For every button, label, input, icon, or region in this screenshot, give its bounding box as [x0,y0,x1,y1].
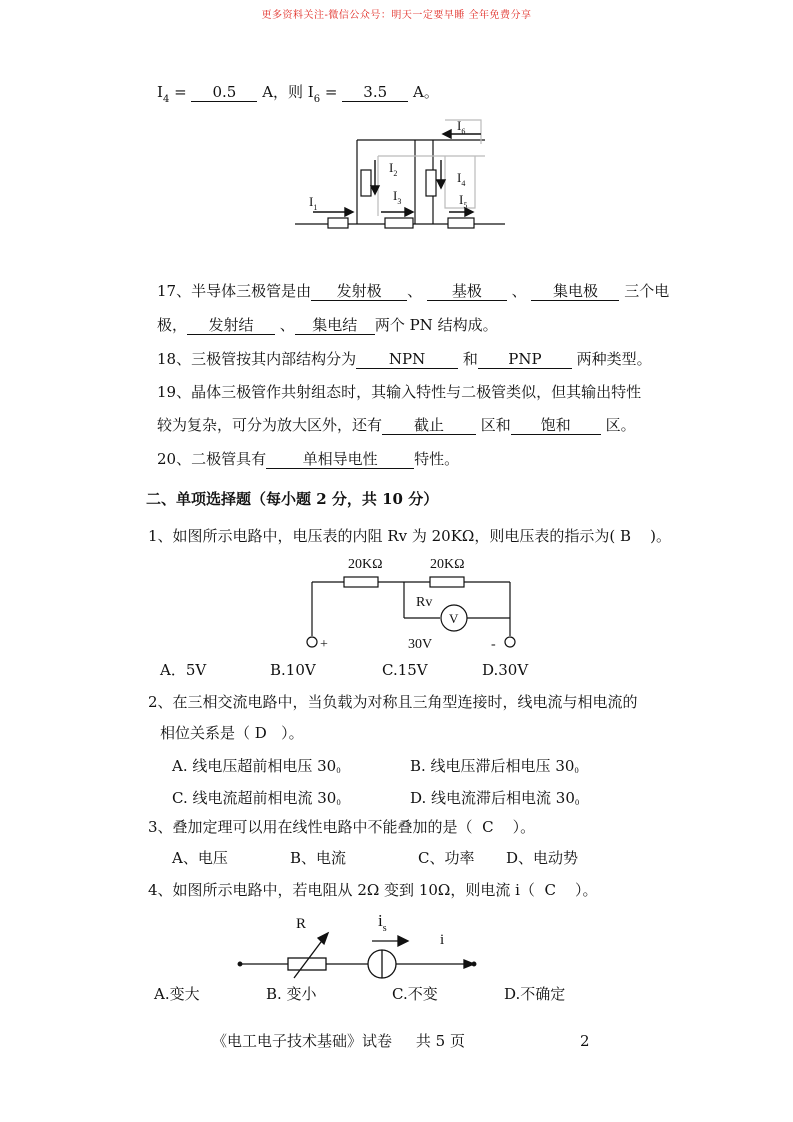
fig-minus: - [491,637,496,652]
mc2-answer: D [254,724,267,742]
mc1-option-b: B.10V [270,661,316,679]
i6-sub: 6 [313,94,321,105]
mc4-option-a: A.变大 [154,985,200,1003]
q18-answer1: NPN [356,350,458,369]
fig-i6: I [457,118,462,133]
q17-answer2: 基极 [427,282,507,301]
q17-sep1: 、 [407,282,423,300]
fig-r-label: R [296,916,307,932]
q20-prefix: 20、二极管具有 [157,450,267,468]
mc3-stem-text: 3、叠加定理可以用在线性电路中不能叠加的是（ [148,818,473,836]
i4-sub: 4 [162,94,170,105]
q20-answer: 单相导电性 [266,450,414,469]
q18-prefix: 18、三极管按其内部结构分为 [157,350,357,368]
mc4-option-c: C.不变 [392,985,438,1003]
i6-answer: 3.5 [342,83,408,102]
mc1-stem-text: 1、如图所示电路中，电压表的内阻 Rv 为 20KΩ，则电压表的指示为( [148,527,616,545]
mc3-option-a: A、电压 [172,849,228,867]
mc2-option-a: A. 线电压超前相电压 300 [172,757,341,775]
mc1-stem [148,526,671,546]
mc3-option-d: D、电动势 [506,849,579,867]
mc3-option-c: C、功率 [418,849,475,867]
fig-i1-sub: 1 [313,203,318,212]
q17-answer1: 发射极 [311,282,407,301]
fig-i-label: i [440,932,445,948]
fig-i5-sub: 5 [463,201,468,210]
fig-i3: I [393,188,398,203]
mc1-option-c: C.15V [382,661,428,679]
q18-tail: 两种类型。 [576,350,652,368]
mc2-stem2-end: ）。 [281,724,304,742]
q17-answer4: 发射结 [187,316,275,335]
q19-mid: 区和 [480,416,511,434]
q16-end: A。 [413,83,439,101]
fig-r1-label: 20KΩ [348,557,383,572]
fig-r2-label: 20KΩ [430,557,465,572]
fig-i6-sub: 6 [461,127,466,136]
mc3-stem-end: ）。 [512,818,536,836]
q19-answer2: 饱和 [511,416,601,435]
mc1-option-d: D.30V [482,661,529,679]
mc3-stem [148,817,535,837]
mc1-answer: B [619,527,632,545]
q17-line2 [157,315,498,335]
q17-line2-tail: 两个 PN 结构成。 [374,316,498,334]
q19-answer1: 截止 [382,416,476,435]
fig-i2: I [389,160,394,175]
q20-tail: 特性。 [414,450,460,468]
q19-tail: 区。 [605,416,636,434]
mc2-stem2 [160,723,304,743]
q20-line [157,449,459,469]
footer-title: 《电工电子技术基础》试卷 [212,1032,393,1050]
mc4-answer: C [544,881,556,899]
fig-i5: I [459,192,464,207]
q16-circuit-figure [295,112,505,248]
fig-is-sub: s [382,923,387,934]
mc1-circuit-figure [298,548,528,660]
q17-tail: 三个电 [624,282,670,300]
section2-title: 二、单项选择题（每小题 2 分，共 10 分） [146,490,439,508]
fig-i3-sub: 3 [397,197,402,206]
top-banner: 更多资料关注-微信公众号：明天一定要早睡 全年免费分享 [261,10,532,21]
i4-answer: 0.5 [191,83,257,102]
fig-i1: I [309,194,314,209]
fig-i4-sub: 4 [461,179,466,188]
q19-line2 [157,415,636,435]
footer [212,1031,465,1051]
q17-answer5: 集电结 [295,316,375,335]
q17-sep3: 、 [279,316,295,334]
mc4-option-b: B. 变小 [266,985,317,1003]
voltmeter-symbol: V [449,611,459,626]
q17-answer3: 集电极 [531,282,619,301]
mc1-option-a: A．5V [160,661,207,679]
q19-line2-prefix: 较为复杂，可分为放大区外，还有 [157,416,383,434]
page-number: 2 [580,1032,590,1050]
svg-text:I3 [393,188,401,206]
mc2-option-d: D. 线电流滞后相电流 300 [410,789,580,807]
svg-text:I5 [459,192,467,210]
fig-voltage: 30V [408,637,433,652]
fig-i2-sub: 2 [393,169,398,178]
mc3-answer: C [482,818,494,836]
q18-answer2: PNP [478,350,572,369]
fig-is-label: i [378,911,383,930]
q17-sep2: 、 [511,282,527,300]
mc3-option-b: B、电流 [290,849,347,867]
q18-mid: 和 [462,350,478,368]
mc4-circuit-figure [232,908,484,982]
mc2-stem1: 2、在三相交流电路中，当负载为对称且三角型连接时，线电流与相电流的 [148,693,638,711]
q17-line1 [157,281,669,301]
q19-line1: 19、晶体三极管作共射组态时，其输入特性与二极管类似，但其输出特性 [157,383,642,401]
fig-i4: I [457,170,462,185]
mc2-option-c: C. 线电流超前相电流 300 [172,789,341,807]
q16-line: $I_4 = 0.5$ A，则 $I_6 = 3.5$ A。 [157,83,439,105]
fig-rv-label: Rv [416,595,433,610]
mc1-stem-end: )。 [650,527,671,545]
mc4-option-d: D.不确定 [504,985,566,1003]
mc2-stem2-prefix: 相位关系是（ [160,724,251,742]
svg-text:I2 [389,160,397,178]
svg-text:I4 [457,170,465,188]
q16-mid: A，则 I [262,83,314,101]
svg-text:is [378,911,387,934]
mc4-stem-end: ）。 [575,881,598,899]
i4-label: I [157,83,163,101]
mc4-stem-text: 4、如图所示电路中，若电阻从 2Ω 变到 10Ω，则电流 i（ [148,881,535,899]
mc2-option-b: B. 线电压滞后相电压 300 [410,757,579,775]
svg-text:I1 [309,194,317,212]
footer-pages: 共 5 页 [415,1032,465,1050]
q18-line [157,349,652,369]
mc4-stem [148,880,598,900]
fig-plus: + [320,637,328,652]
q17-line2-prefix: 极， [157,316,188,334]
q17-prefix: 17、半导体三极管是由 [157,282,312,300]
